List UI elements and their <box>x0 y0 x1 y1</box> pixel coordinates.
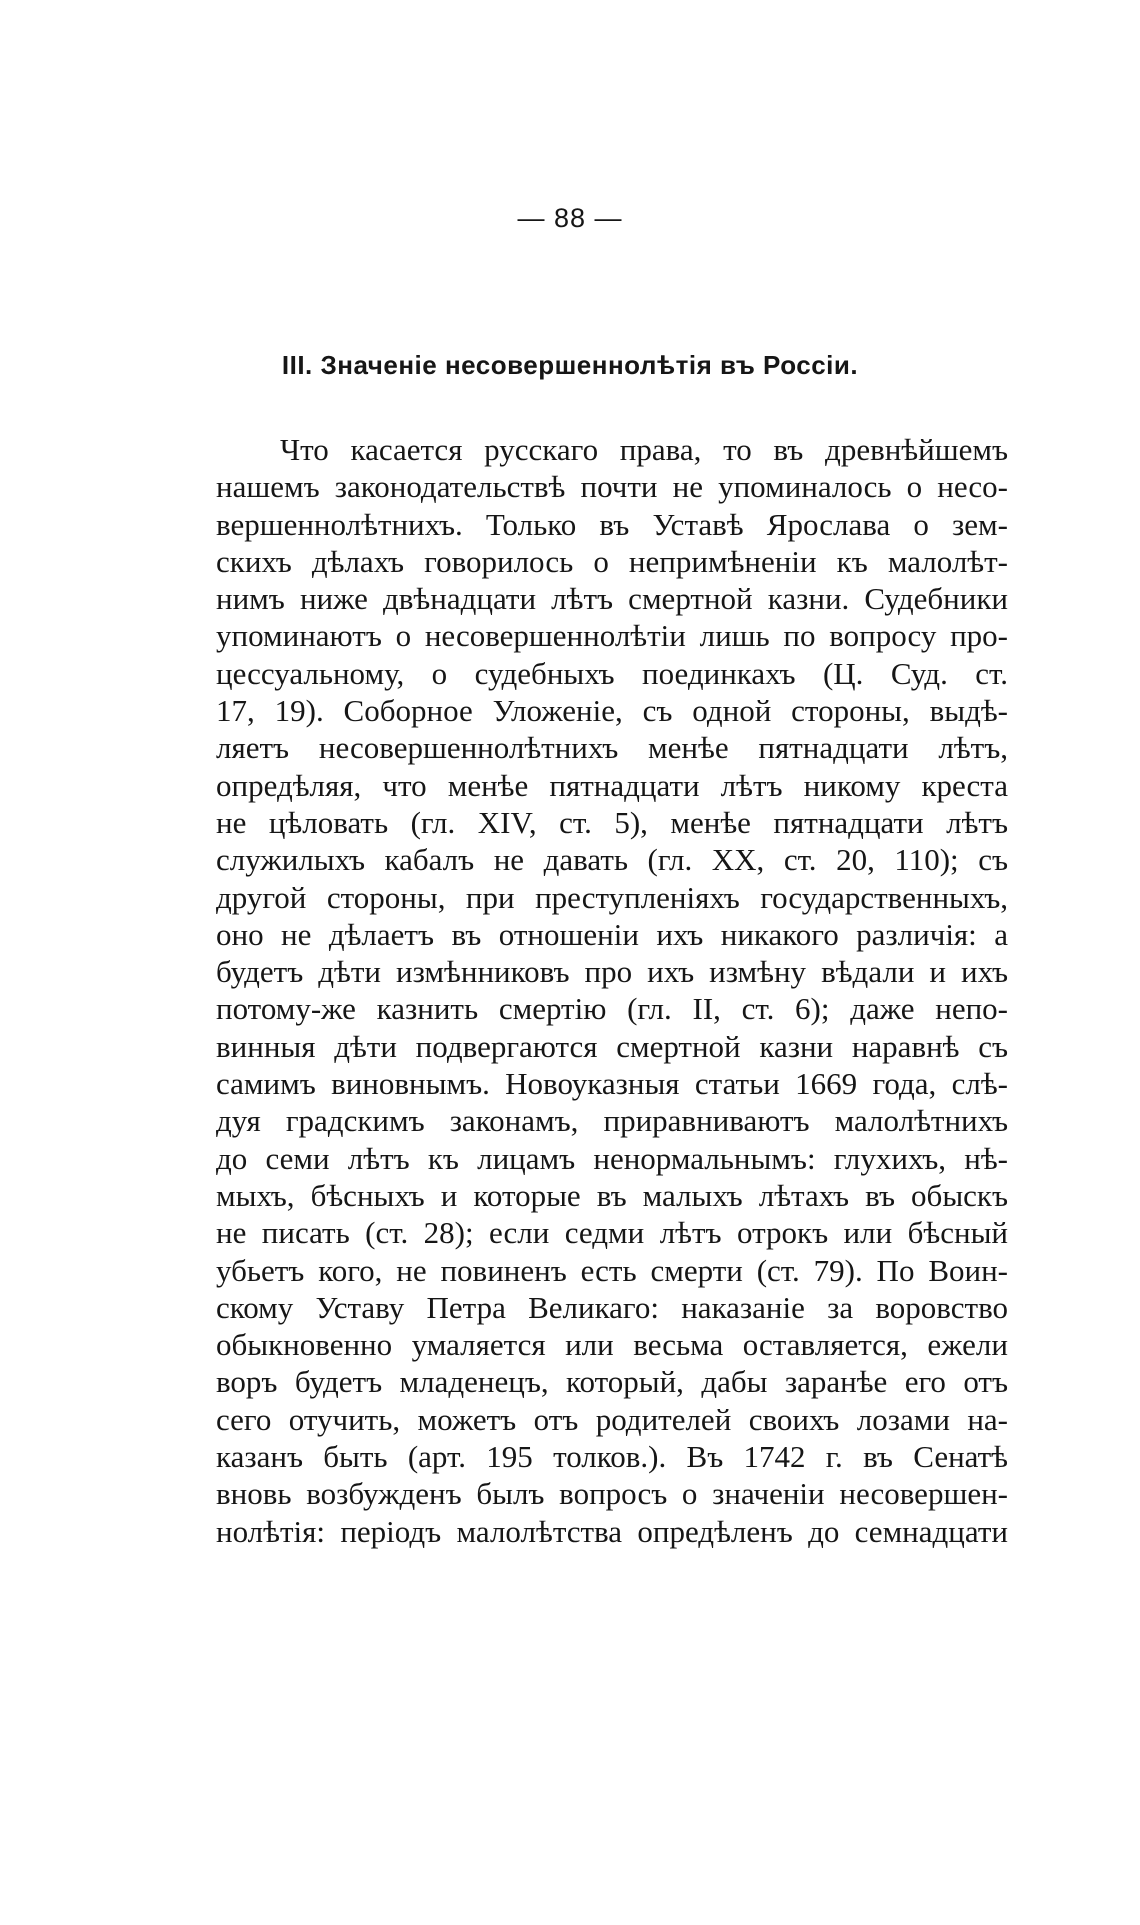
text-line: оно не дѣлаетъ въ отношеніи ихъ никакого различія: а <box>216 916 1008 952</box>
text-line: нимъ ниже двѣнадцати лѣтъ смертной казни. Судебники <box>216 581 1008 617</box>
body-paragraph <box>216 431 1008 1550</box>
text-line: обыкновенно умаляется или весьма оставляется, ежели <box>216 1327 1008 1363</box>
text-line: опредѣляя, что менѣе пятнадцати лѣтъ никому креста <box>216 767 1008 803</box>
text-line: нашемъ законодательствѣ почти не упоминалось о несо- <box>216 469 1008 505</box>
text-line: вновь возбужденъ былъ вопросъ о значеніи несовершен- <box>216 1476 1008 1512</box>
text-line: до семи лѣтъ къ лицамъ ненормальнымъ: глухихъ, нѣ- <box>216 1140 1008 1176</box>
text-line: Что касается русскаго права, то въ древнѣйшемъ <box>280 432 1008 467</box>
text-line: служилыхъ кабалъ не давать (гл. XX, ст. 20, 110); съ <box>216 842 1008 878</box>
text-line: нолѣтія: періодъ малолѣтства опредѣленъ до семнадцати <box>216 1513 1008 1549</box>
text-line: воръ будетъ младенецъ, который, дабы заранѣе его отъ <box>216 1364 1008 1400</box>
text-line: скому Уставу Петра Великаго: наказаніе за воровство <box>216 1289 1008 1325</box>
page-number: — 88 — <box>517 203 623 233</box>
section-heading: III. Значеніе несовершеннолѣтія въ Россіи. <box>281 350 859 380</box>
text-line: вершеннолѣтнихъ. Только въ Уставѣ Ярослава о зем- <box>216 506 1008 542</box>
text-line: сего отучить, можетъ отъ родителей своихъ лозами на- <box>216 1401 1008 1437</box>
text-line: самимъ виновнымъ. Новоуказныя статьи 1669 года, слѣ- <box>216 1066 1008 1102</box>
text-line: винныя дѣти подвергаются смертной казни наравнѣ съ <box>216 1028 1008 1064</box>
text-line: не цѣловать (гл. XIV, ст. 5), менѣе пятнадцати лѣтъ <box>216 804 1008 840</box>
text-line: не писать (ст. 28); если седми лѣтъ отрокъ или бѣсный <box>216 1215 1008 1251</box>
text-line: ляетъ несовершеннолѣтнихъ менѣе пятнадцати лѣтъ, <box>216 730 1008 766</box>
text-line: другой стороны, при преступленіяхъ государственныхъ, <box>216 879 1008 915</box>
text-line: убьетъ кого, не повиненъ есть смерти (ст. 79). По Воин- <box>216 1252 1008 1288</box>
text-line: 17, 19). Соборное Уложеніе, съ одной стороны, выдѣ- <box>216 693 1008 729</box>
text-line: потому-же казнить смертію (гл. II, ст. 6); даже непо- <box>216 991 1008 1027</box>
text-line: казанъ быть (арт. 195 толков.). Въ 1742 г. въ Сенатѣ <box>216 1439 1008 1475</box>
text-line: мыхъ, бѣсныхъ и которые въ малыхъ лѣтахъ въ обыскъ <box>216 1177 1008 1213</box>
text-line: скихъ дѣлахъ говорилось о непримѣненіи къ малолѣт- <box>216 543 1008 579</box>
text-line: упоминаютъ о несовершеннолѣтіи лишь по вопросу про- <box>216 618 1008 654</box>
text-line: цессуальному, о судебныхъ поединкахъ (Ц. Суд. ст. <box>216 655 1008 691</box>
text-line: будетъ дѣти измѣнниковъ про ихъ измѣну вѣдали и ихъ <box>216 954 1008 990</box>
text-line: дуя градскимъ законамъ, приравниваютъ малолѣтнихъ <box>216 1103 1008 1139</box>
